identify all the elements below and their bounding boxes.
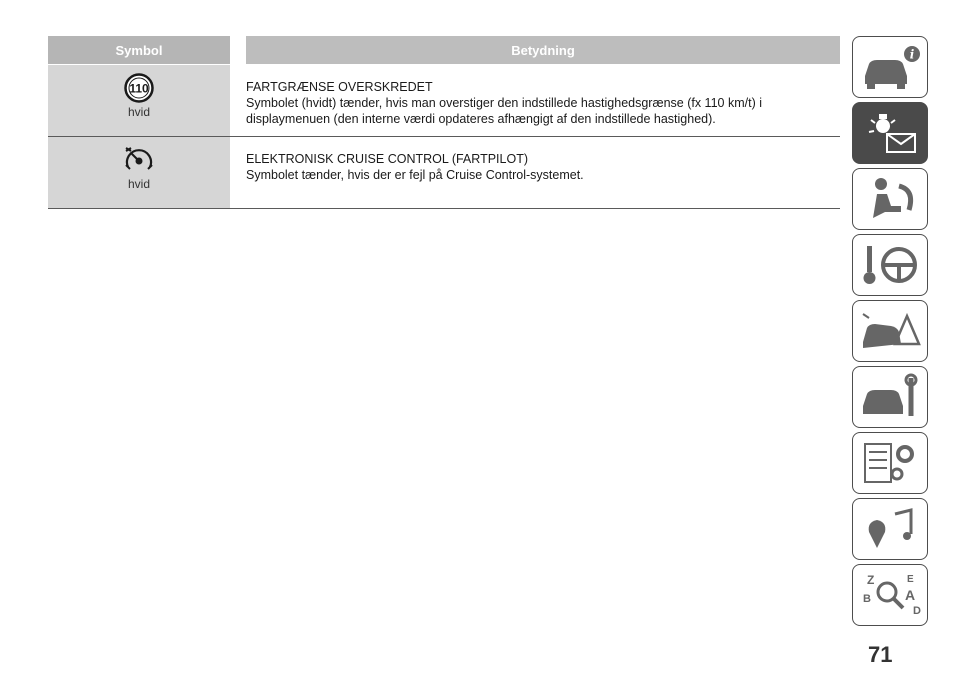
svg-text:D: D [913,605,921,617]
svg-text:A: A [905,587,916,603]
multimedia-icon [857,502,923,556]
key-steering-wheel-icon [857,238,923,292]
chapter-sidebar [852,36,928,630]
speed-limit-110-icon [122,73,156,103]
symbol-cell [48,137,246,208]
row-description: Symbolet (hvidt) tænder, hvis man overstiger den indstillede hastighedsgrænse (fx 110 km/t) i displaymenuen (den interne værdi opdateres afhængigt af den indstillede hastighed). [246,96,762,126]
meaning-cell [246,137,840,208]
chapter-tab-maintenance[interactable] [852,366,928,428]
speed-limit-value: 110 [129,81,149,96]
chapter-tab-multimedia[interactable] [852,498,928,560]
chapter-tab-starting[interactable] [852,234,928,296]
chapter-tab-warning-lights[interactable] [852,102,928,164]
specs-gear-icon [857,436,923,490]
svg-text:Z: Z [867,573,875,587]
car-crash-warning-icon [857,304,923,358]
chapter-tab-technical-data[interactable] [852,432,928,494]
meaning-cell [246,65,840,136]
row-description: Symbolet tænder, hvis der er fejl på Cruise Control-systemet. [246,168,584,182]
svg-text:i: i [909,47,915,62]
header-symbol: Symbol [48,36,246,64]
chapter-tab-safety[interactable] [852,168,928,230]
warning-light-message-icon [857,106,923,160]
chapter-tab-car-info[interactable] [852,36,928,98]
color-label: hvid [127,105,150,119]
color-label: hvid [127,177,150,191]
seat-airbag-icon [857,172,923,226]
page-number: 71 [868,642,893,667]
car-wrench-icon [857,370,923,424]
warning-lights-table [48,36,840,209]
table-header [48,36,840,65]
cruise-control-fault-icon [122,145,156,175]
alphabetical-index-icon [857,568,923,622]
row-title: FARTGRÆNSE OVERSKREDET [246,80,433,94]
svg-text:B: B [863,593,871,605]
symbol-cell [48,65,246,136]
table-row [48,137,840,209]
car-info-icon [857,40,923,94]
header-meaning: Betydning [246,36,840,64]
svg-text:E: E [907,574,914,585]
chapter-tab-index[interactable] [852,564,928,626]
chapter-tab-emergency[interactable] [852,300,928,362]
table-row [48,65,840,137]
row-title: ELEKTRONISK CRUISE CONTROL (FARTPILOT) [246,152,528,166]
